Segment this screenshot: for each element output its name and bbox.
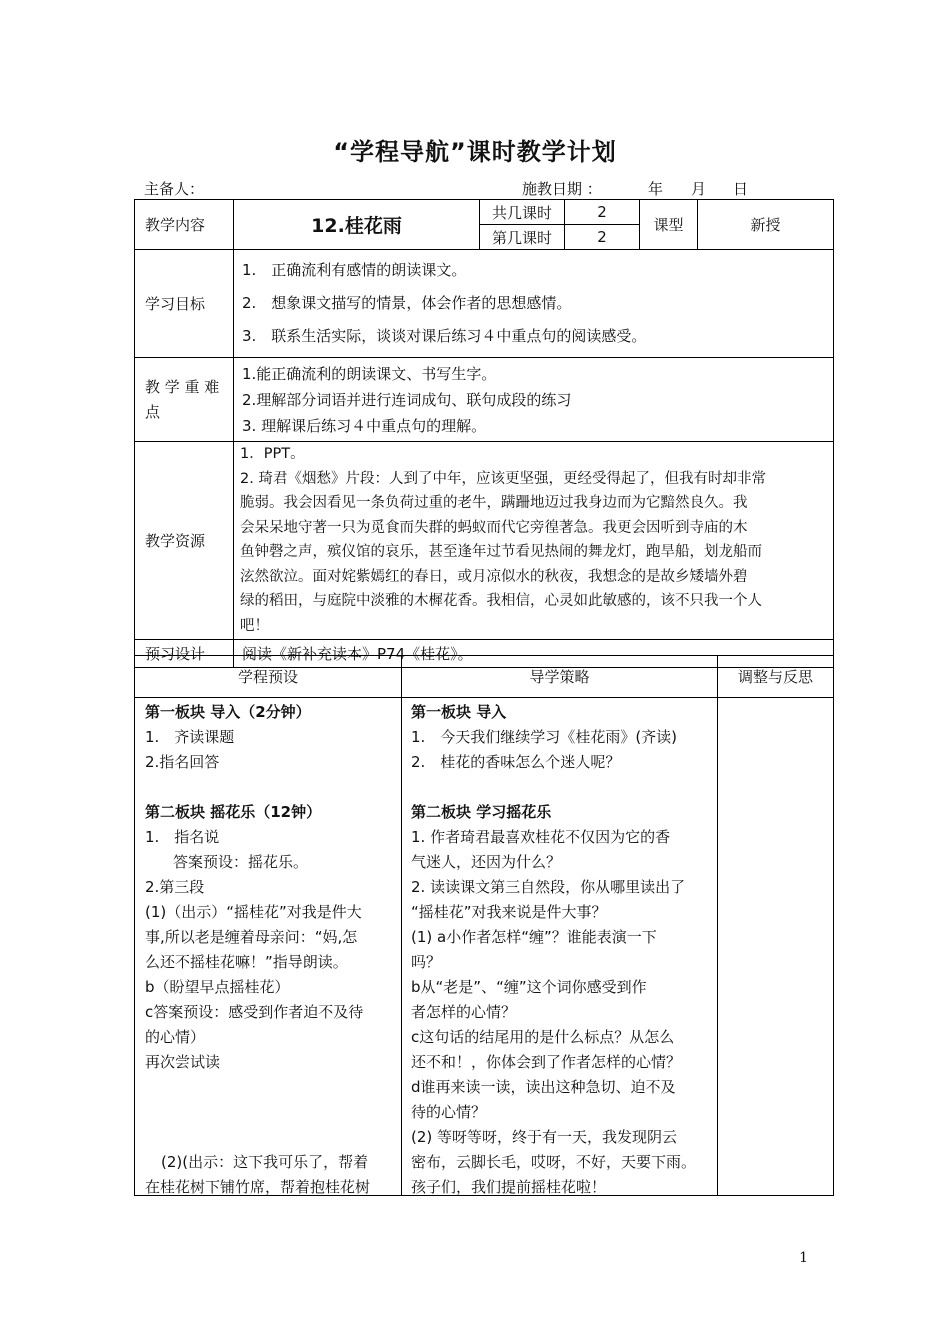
col2-line: (1) a小作者怎样“缠”？谁能表演一下 — [411, 928, 657, 946]
col2-line: c这句话的结尾用的是什么标点？从怎么 — [411, 1028, 675, 1046]
col1-line: 2.指名回答 — [145, 753, 220, 771]
col2-line: “摇桂花”对我来说是件大事？ — [411, 903, 607, 921]
col1-line: 2.第三段 — [145, 878, 205, 896]
col2-line: 还不和！，你体会到了作者怎样的心情？ — [411, 1053, 682, 1071]
resources-line: 泫然欲泣。面对姹紫嫣红的春日，或月凉似水的秋夜，我想念的是故乡矮墙外碧 — [240, 568, 748, 585]
col2-line: d谁再来读一读，读出这种急切、迫不及 — [411, 1078, 676, 1096]
resources-line: 绿的稻田，与庭院中淡雅的木樨花香。我相信，心灵如此敏感的，该不只我一个人 — [240, 593, 762, 609]
total-hours-value: 2 — [565, 200, 640, 225]
page-title: “学程导航”课时教学计划 — [333, 138, 617, 166]
col2-line: 密布，云脚长毛，哎呀，不好，天要下雨。 — [411, 1153, 697, 1171]
col2-line: 孩子们，我们提前摇桂花啦！ — [411, 1178, 607, 1196]
resources-line: 会呆呆地守著一只为觅食而失群的蚂蚁而代它旁徨著急。我更会因听到寺庙的木 — [240, 519, 748, 536]
resources-line: 鱼钟磬之声，殡仪馆的哀乐，甚至逢年过节看见热闹的舞龙灯，跑旱船，划龙船而 — [240, 544, 762, 560]
goals-list — [234, 250, 834, 358]
date-day: 日 — [733, 180, 749, 198]
content-label: 教学内容 — [135, 200, 234, 250]
col1-section1-title: 第一板块 导入（2分钟） — [145, 703, 311, 721]
preparer-label: 主备人： — [144, 180, 205, 198]
goal-item: 1. 正确流利有感情的朗读课文。 — [242, 261, 467, 279]
key-points-list — [234, 358, 834, 442]
col2-line: 1. 作者琦君最喜欢桂花不仅因为它的香 — [411, 828, 671, 846]
date-month: 月 — [691, 180, 707, 198]
col2-line: 1. 今天我们继续学习《桂花雨》(齐读) — [411, 728, 678, 746]
col2-content — [411, 700, 713, 1200]
col1-content — [145, 700, 397, 1200]
col2-header: 导学策略 — [402, 656, 718, 698]
resources-line: 2. 琦君《烟愁》片段：人到了中年，应该更坚强，更经受得起了，但我有时却非常 — [240, 470, 766, 487]
col1-line: (1)（出示）“摇桂花”对我是件大 — [145, 903, 362, 921]
col2-line: 待的心情？ — [411, 1103, 487, 1121]
col2-section2-title: 第二板块 学习摇花乐 — [411, 803, 552, 821]
col1-line: b（盼望早点摇桂花） — [145, 978, 290, 996]
date-year: 年 — [648, 180, 664, 198]
col1-line: 再次尝试读 — [145, 1053, 221, 1071]
date-label: 施教日期 ： — [522, 180, 602, 198]
lesson-type-value: 新授 — [698, 200, 834, 250]
col1-line: 1. 指名说 — [145, 828, 220, 846]
col2-line: 气迷人，还因为什么？ — [411, 853, 562, 871]
resources-line: 1．PPT。 — [240, 446, 305, 462]
resources-line: 吧！ — [240, 617, 269, 634]
lesson-title: 12.桂花雨 — [234, 200, 480, 250]
key-point-item: 1.能正确流利的朗读课文、书写生字。 — [242, 364, 497, 383]
info-table — [134, 199, 834, 668]
goal-item: 3. 联系生活实际，谈谈对课后练习４中重点句的阅读感受。 — [242, 327, 647, 345]
key-points-label-line1: 教 学 重 难 — [145, 377, 220, 396]
nth-hour-label: 第几课时 — [480, 225, 565, 250]
col1-line: 在桂花树下铺竹席，帮着抱桂花树 — [145, 1178, 371, 1196]
col2-section1-title: 第一板块 导入 — [411, 703, 507, 721]
resources-label: 教学资源 — [135, 442, 234, 640]
col1-line: c答案预设：感受到作者迫不及待 — [145, 1003, 364, 1021]
total-hours-label: 共几课时 — [480, 200, 565, 225]
col2-line: 吗？ — [411, 953, 442, 971]
lesson-type-label: 课型 — [640, 200, 698, 250]
col2-line: (2) 等呀等呀，终于有一天，我发现阴云 — [411, 1128, 678, 1146]
col1-line: 事,所以老是缠着母亲问：“妈,怎 — [145, 928, 358, 946]
col1-line: 1. 齐读课题 — [145, 728, 235, 746]
col1-line: 么还不摇桂花嘛！”指导朗读。 — [145, 953, 348, 971]
page-number: 1 — [799, 1250, 808, 1266]
key-point-item: 3. 理解课后练习４中重点句的理解。 — [242, 416, 487, 435]
goals-label: 学习目标 — [135, 250, 234, 358]
col1-line: (2)(出示：这下我可乐了，帮着 — [161, 1153, 369, 1171]
nth-hour-value: 2 — [565, 225, 640, 250]
resources-text — [234, 442, 834, 640]
preview-text: 阅读《新补充读本》P74《桂花》。 — [234, 640, 834, 668]
col2-line: b从“老是”、“缠”这个词你感受到作 — [411, 978, 647, 996]
goal-item: 2. 想象课文描写的情景，体会作者的思想感情。 — [242, 294, 572, 312]
preview-label: 预习设计 — [135, 640, 234, 668]
key-point-item: 2.理解部分词语并进行连词成句、联句成段的练习 — [242, 390, 572, 409]
key-points-label-line2: 点 — [145, 402, 161, 421]
col1-section2-title: 第二板块 摇花乐（12钟） — [145, 803, 322, 821]
col1-line: 的心情） — [145, 1028, 206, 1046]
col2-line: 2. 读读课文第三自然段，你从哪里读出了 — [411, 878, 686, 896]
key-points-label — [135, 358, 234, 442]
col2-line: 者怎样的心情？ — [411, 1003, 517, 1021]
col3-cell — [718, 698, 834, 1196]
col1-line: 答案预设：摇花乐。 — [173, 853, 309, 871]
col1-header: 学程预设 — [135, 656, 402, 698]
col3-header: 调整与反思 — [718, 656, 834, 698]
resources-line: 脆弱。我会因看见一条负荷过重的老牛，蹒跚地迈过我身边而为它黯然良久。我 — [240, 495, 748, 511]
col2-line: 2. 桂花的香味怎么个迷人呢？ — [411, 753, 621, 771]
